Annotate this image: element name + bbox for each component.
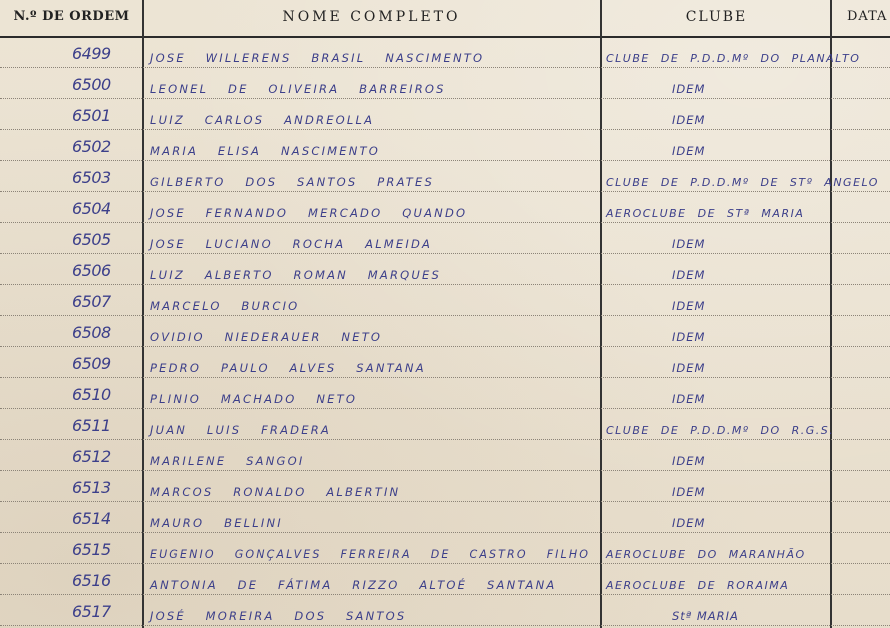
club-name: IDEM [672,485,706,499]
club-name: AEROCLUBE DO MARANHÃO [606,548,806,561]
order-number: 6509 [72,354,111,373]
order-number: 6507 [72,292,111,311]
order-number: 6501 [72,106,111,125]
club-name: IDEM [672,237,706,251]
table-row [0,285,890,316]
table-row [0,192,890,223]
table-row [0,161,890,192]
order-number: 6511 [72,416,111,435]
table-row [0,316,890,347]
full-name: ANTONIA DE FÁTIMA RIZZO ALTOÉ SANTANA [150,578,557,592]
club-name: CLUBE DE P.D.D.Mº DO R.G.S. [606,424,835,437]
club-name: Stª MARIA [672,609,739,623]
order-number: 6515 [72,540,111,559]
header-order-number: N.º DE ORDEM [13,9,130,24]
table-row [0,37,890,68]
row-rule [0,625,890,626]
table-row [0,533,890,564]
full-name: LUIZ CARLOS ANDREOLLA [150,113,375,127]
full-name: JOSE WILLERENS BRASIL NASCIMENTO [150,51,485,65]
table-row [0,130,890,161]
club-name: IDEM [672,516,706,530]
order-number: 6505 [72,230,111,249]
table-row [0,564,890,595]
full-name: PLINIO MACHADO NETO [150,392,358,406]
club-name: IDEM [672,82,706,96]
club-name: IDEM [672,299,706,313]
full-name: JOSE FERNANDO MERCADO QUANDO [150,206,468,220]
table-row [0,68,890,99]
full-name: JOSÉ MOREIRA DOS SANTOS [150,609,407,623]
club-name: AEROCLUBE DE STª MARIA [606,207,805,220]
table-row [0,254,890,285]
full-name: MAURO BELLINI [150,516,283,530]
order-number: 6512 [72,447,111,466]
order-number: 6517 [72,602,111,621]
order-number: 6516 [72,571,111,590]
ledger-header [0,0,890,38]
table-row [0,347,890,378]
table-row [0,378,890,409]
full-name: JUAN LUIS FRADERA [150,423,331,437]
table-row [0,502,890,533]
full-name: JOSE LUCIANO ROCHA ALMEIDA [150,237,433,251]
table-row [0,99,890,130]
order-number: 6504 [72,199,111,218]
table-row [0,223,890,254]
club-name: IDEM [672,144,706,158]
order-number: 6500 [72,75,111,94]
header-full-name: NOME COMPLETO [282,9,461,25]
club-name: CLUBE DE P.D.D.Mº DE STº ANGELO [606,176,879,189]
full-name: GILBERTO DOS SANTOS PRATES [150,175,434,189]
full-name: MARCELO BURCIO [150,299,300,313]
header-date: DATA [847,9,888,24]
full-name: LUIZ ALBERTO ROMAN MARQUES [150,268,442,282]
table-row [0,595,890,626]
club-name: AEROCLUBE DE RORAIMA [606,579,790,592]
club-name: IDEM [672,113,706,127]
order-number: 6510 [72,385,111,404]
full-name: LEONEL DE OLIVEIRA BARREIROS [150,82,446,96]
order-number: 6503 [72,168,111,187]
table-row [0,409,890,440]
full-name: PEDRO PAULO ALVES SANTANA [150,361,426,375]
full-name: OVIDIO NIEDERAUER NETO [150,330,383,344]
club-name: IDEM [672,361,706,375]
club-name: IDEM [672,330,706,344]
order-number: 6513 [72,478,111,497]
full-name: MARILENE SANGOI [150,454,305,468]
full-name: MARIA ELISA NASCIMENTO [150,144,381,158]
order-number: 6502 [72,137,111,156]
order-number: 6514 [72,509,111,528]
full-name: MARCOS RONALDO ALBERTIN [150,485,401,499]
club-name: IDEM [672,392,706,406]
table-row [0,471,890,502]
header-club: CLUBE [685,9,748,25]
order-number: 6508 [72,323,111,342]
club-name: CLUBE DE P.D.D.Mº DO PLANALTO [606,52,861,65]
club-name: IDEM [672,268,706,282]
club-name: IDEM [672,454,706,468]
order-number: 6499 [72,44,111,63]
full-name: EUGENIO GONÇALVES FERREIRA DE CASTRO FILHO [150,547,591,561]
table-row [0,440,890,471]
order-number: 6506 [72,261,111,280]
